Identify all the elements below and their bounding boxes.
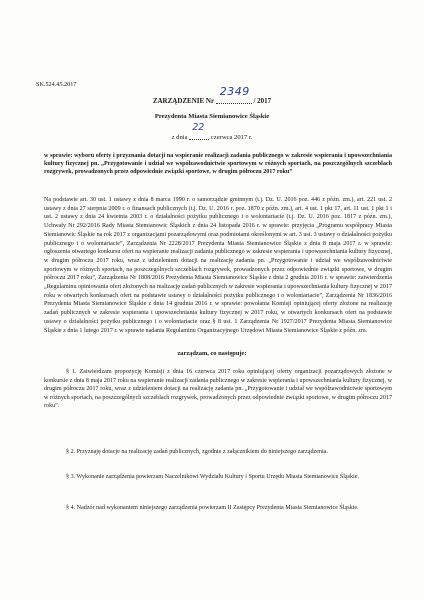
- subject: w sprawie: wyboru oferty i przyznania dotacji na wspieranie realizacji zadania publicznego w zakresie wspierania i upowszechniania kultury fizycznej pn. „Przygotowanie i udział we współzawodnictwie sportowym w różnych sportach, na poszczególnych szczeblach rozgrywek, prowadzonych przez odpowiednie związki sportowe, w drugim półroczu 2017 roku”: [44, 153, 392, 176]
- paragraph-3: [44, 473, 392, 482]
- date-prefix: z dnia: [171, 134, 188, 141]
- paragraph-1-text: § 1. Zatwierdzam propozycję Komisji z dnia 16 czerwca 2017 roku opiniującej oferty organizacji pozarządowych złożone w konkursie z dnia 8 maja 2017 roku na wspieranie realizacji zadania publicznego w zakresie wspierania i upowszechniania kultury fizycznej, w drugim półroczu 2017 roku, wraz z udzieleniem dotacji na realizację zadania pn. „Przygotowanie i udział we współzawodnictwie sportowym w różnych sportach, na poszczególnych szczeblach rozgrywek, prowadzonych przez odpowiednie związki sportowe, w drugim półroczu 2017 roku”.: [44, 369, 392, 410]
- title-prefix: ZARZĄDZENIE Nr: [152, 97, 214, 105]
- date-line: [0, 122, 424, 141]
- paragraph-2: [44, 448, 392, 457]
- legal-basis: Na podstawie art. 30 ust. 1 ustawy z dnia 8 marca 1990 r. o samorządzie gminnym (t.j. Dz. U. 2016 poz. 446 z późn. zm.), art. 221 ust. 2 ustawy z dnia 27 sierpnia 2009 r. o finansach publicznych (t.j. Dz. U. 2016 r. poz. 1870 z późn. zm.), art. 4 ust. 1 pkt 17, art. 11 ust. 1 pkt 1 i ust. 2 ustawy z dnia 24 kwietnia 2003 r. o działalności pożytku publicznego i o wolontariacie (t.j. Dz. U. 2016 poz. 1817 z późn. zm.), Uchwały Nr 292/2016 Rady Miasta Siemianowic Śląskich z dnia 24 listopada 2016 r. w sprawie: przyjęcia „Programu współpracy Miasta Siemianowic Śląskie na rok 2017 z organizacjami pozarządowymi oraz podmiotami określonymi w art. 3 ust. 3 ustawy o działalności pożytku publicznego i o wolontariacie”, Zarządzenia Nr 2228/2017 Prezydenta Miasta Siemianowice Śląskie z dnia 8 maja 2017 r. w sprawie: ogłoszenia otwartego konkursu ofert na wspieranie realizacji zadania publicznego w zakresie wspierania i upowszechniania kultury fizycznej, w drugim półroczu 2017 roku, wraz z udzieleniem dotacji na realizację zadania pn. „Przygotowanie i udział we współzawodnictwie sportowym w różnych sportach, na poszczególnych szczeblach rozgrywek, prowadzonych przez odpowiednie związki sportowe, w drugim półroczu 2017 roku”, Zarządzenia Nr 1808/2016 Prezydenta Miasta Siemianowice Śląskie z dnia 2 grudnia 2016 r. w sprawie: zatwierdzenia „Regulaminu opiniowania ofert złożonych na realizację zadań publicznych w zakresie wspierania i upowszechniania kultury fizycznej w 2017 roku w otwartych konkursach ofert na podstawie ustawy o działalności pożytku publicznego i o wolontariacie”, Zarządzenia Nr 1836/2016 Prezydenta Miasta Siemianowice Śląskie z dnia 14 grudnia 2016 r. w sprawie: powołania Komisji opiniującej oferty złożone na realizację zadań publicznych w zakresie wspierania i upowszechniania kultury fizycznej w 2017 roku, w otwartych konkursach ofert na podstawie ustawy o działalności pożytku publicznego i o wolontariacie oraz § 8 ust. 1 Zarządzenia Nr 1927/2017 Prezydenta Miasta Siemianowice Śląskie z dnia 1 lutego 2017 r. w sprawie nadania Regulaminu Organizacyjnego Urzędowi Miasta Siemianowice Śląskie z późn. zm.: [44, 197, 392, 334]
- number-field: [216, 85, 252, 104]
- paragraph-2-text: § 2. Przyznaję dotacje na realizację zadań publicznych, zgodnie z załącznikiem do niniejszego zarządzenia.: [66, 449, 328, 455]
- title-suffix: / 2017: [253, 97, 272, 105]
- date-day-field: [189, 122, 209, 140]
- paragraph-4: [44, 504, 392, 513]
- date-suffix: czerwca 2017 r.: [210, 134, 253, 141]
- issuer: Prezydenta Miasta Siemianowice Śląskie: [154, 113, 270, 120]
- case-reference: SK.524.45.2017: [36, 81, 77, 88]
- paragraph-4-text: § 4. Nadzór nad wykonaniem niniejszego zarządzenia powierzam II Zastępcy Prezydenta Miasta Siemianowice Śląskie.: [66, 505, 359, 511]
- handwritten-number: 2349: [219, 85, 250, 98]
- paragraph-1: [44, 368, 392, 411]
- handwritten-day: 22: [192, 122, 205, 133]
- paragraph-3-text: § 3. Wykonanie zarządzenia powierzam Naczelnikowi Wydziału Kultury i Sportu Urzędu Miasta Siemianowice Śląskie.: [66, 474, 359, 480]
- decision-heading: zarządzam, co następuje:: [177, 350, 247, 357]
- document-title: [0, 85, 424, 105]
